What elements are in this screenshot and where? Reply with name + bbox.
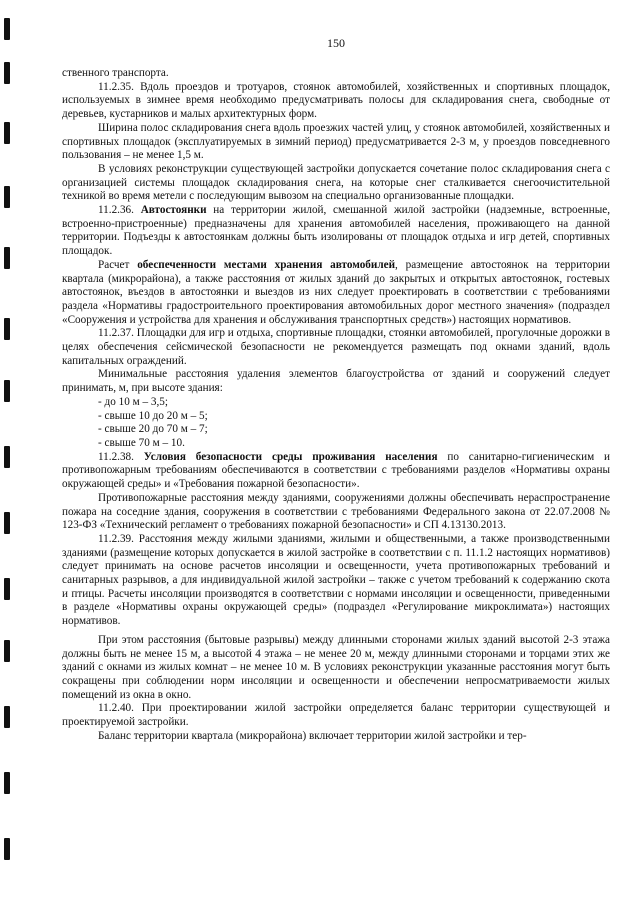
clause-number: 11.2.38. <box>98 450 144 463</box>
binding-mark <box>4 186 10 208</box>
paragraph-11-2-35: 11.2.35. Вдоль проездов и тротуаров, стоянок автомобилей, хозяйственных и спортивных площадок, используемых в зимнее время необходимо предусматривать полосы для складирования снега, свободные от деревьев, кустарников и малых архитектурных форм. <box>62 80 610 121</box>
paragraph-11-2-38 <box>62 451 610 492</box>
binding-mark <box>4 247 10 269</box>
binding-mark <box>4 706 10 728</box>
paragraph-continuation: ственного транспорта. <box>62 67 169 79</box>
list-item: - свыше 70 м – 10. <box>98 436 185 449</box>
bold-term: Условия безопасности среды проживания населения <box>143 450 438 463</box>
list-item: - до 10 м – 3,5; <box>98 395 168 408</box>
list-item: - свыше 10 до 20 м – 5; <box>98 409 208 422</box>
paragraph-11-2-40: 11.2.40. При проектировании жилой застройки определяется баланс территории существующей и проектируемой застройки. <box>62 702 610 729</box>
paragraph-fire-distances: Противопожарные расстояния между зданиями, сооружениями должны обеспечивать нераспространение пожара на соседние здания, сооружения в соответствии с требованиями Федерального закона от 22.07.2008 № 123-ФЗ «Технический регламент о требованиях пожарной безопасности» и СП 4.13130.2013. <box>62 491 610 532</box>
paragraph-11-2-36 <box>62 204 610 259</box>
binding-mark <box>4 512 10 534</box>
clause-text: , размещение автостоянок на территории квартала (микрорайона), а также расстояния от жилых зданий до закрытых и открытых автостоянок, гостевых автостоянок, въездов в автостоянки и выездов из них следует проектировать в соответствии с требованиями раздела «Нормативы градостроительного проектирования автомобильных дорог местного значения» (подраздел «Сооружения и устройства для хранения и обслуживания транспортных средств») настоящих нормативов. <box>62 258 610 326</box>
paragraph-balance: Баланс территории квартала (микрорайона) включает территории жилой застройки и тер- <box>98 729 527 742</box>
binding-mark <box>4 838 10 860</box>
list-item: - свыше 20 до 70 м – 7; <box>98 423 208 436</box>
binding-mark <box>4 18 10 40</box>
clause-text: по санитарно-гигиеническим и противопожарным требованиям обеспечиваются в соответствии с требованиями разделов «Нормативы охраны окружающей среды» и «Требования пожарной безопасности». <box>62 450 610 491</box>
paragraph-parking-calc <box>62 259 610 328</box>
paragraph-min-distances: Минимальные расстояния удаления элементов благоустройства от зданий и сооружений следует принимать, м, при высоте здания: <box>62 368 610 395</box>
binding-marks <box>4 0 14 905</box>
binding-mark <box>4 318 10 340</box>
paragraph-11-2-39: 11.2.39. Расстояния между жилыми зданиями, жилыми и общественными, а также производственными зданиями (размещение которых допускается в жилой застройке в соответствии с п. 11.1.2 настоящих нормативов) следует принимать на основе расчетов инсоляции и освещенности, учета противопожарных требований и санитарных разрывов, а для индивидуальной жилой застройки – также с учетом требований к содержанию скота и птицы. Расчеты инсоляции производятся в соответствии с нормами инсоляции и освещенности, приведенными в разделе «Нормативы охраны окружающей среды» (подраздел «Регулирование микроклимата») настоящих нормативов. <box>62 532 610 628</box>
paragraph-snow-width: Ширина полос складирования снега вдоль проезжих частей улиц, у стоянок автомобилей, хозяйственных и спортивных площадок (эксплуатируемых в зимний период) предусматривается 2-3 м, у проездов повседневного пользования – не менее 1,5 м. <box>62 121 610 162</box>
page-number: 150 <box>327 36 345 50</box>
clause-number: 11.2.36. <box>98 204 141 217</box>
binding-mark <box>4 122 10 144</box>
document-page <box>62 36 610 743</box>
paragraph-reconstruction: В условиях реконструкции существующей застройки допускается сочетание полос складирования снега с организацией системы площадок складирования снега, на которые снег сталкивается снегоочистительной техникой во время метели с последующим вывозом на специально организованные площадки. <box>62 162 610 203</box>
clause-text: на территории жилой, смешанной жилой застройки (надземные, встроенные, встроенно-пристроенные) предназначены для хранения автомобилей населения, проживающего на данной территории. Подъезды к автостоянкам должны быть изолированы от площадок отдыха и игр детей, спортивных площадок. <box>62 204 610 258</box>
binding-mark <box>4 62 10 84</box>
bold-term: обеспеченности местами хранения автомобилей <box>137 258 396 271</box>
paragraph-11-2-37: 11.2.37. Площадки для игр и отдыха, спортивные площадки, стоянки автомобилей, прогулочные дорожки в целях обеспечения сейсмической безопасности не рекомендуется размещать под окнами зданий, вдоль капитальных ограждений. <box>62 327 610 367</box>
binding-mark <box>4 640 10 662</box>
binding-mark <box>4 578 10 600</box>
bold-term: Автостоянки <box>140 204 207 217</box>
binding-mark <box>4 446 10 468</box>
clause-pre: Расчет <box>98 258 138 271</box>
paragraph-household-gaps: При этом расстояния (бытовые разрывы) между длинными сторонами жилых зданий высотой 2-3 этажа должны быть не менее 15 м, а высотой 4 этажа – не менее 20 м, между длинными сторонами и торцами этих же зданий с окнами из жилых комнат – не менее 10 м. В условиях реконструкции указанные расстояния могут быть сокращены при соблюдении норм инсоляции и освещенности и обеспечении непросматриваемости жилых помещений из окна в окно. <box>62 633 610 701</box>
binding-mark <box>4 380 10 402</box>
binding-mark <box>4 772 10 794</box>
